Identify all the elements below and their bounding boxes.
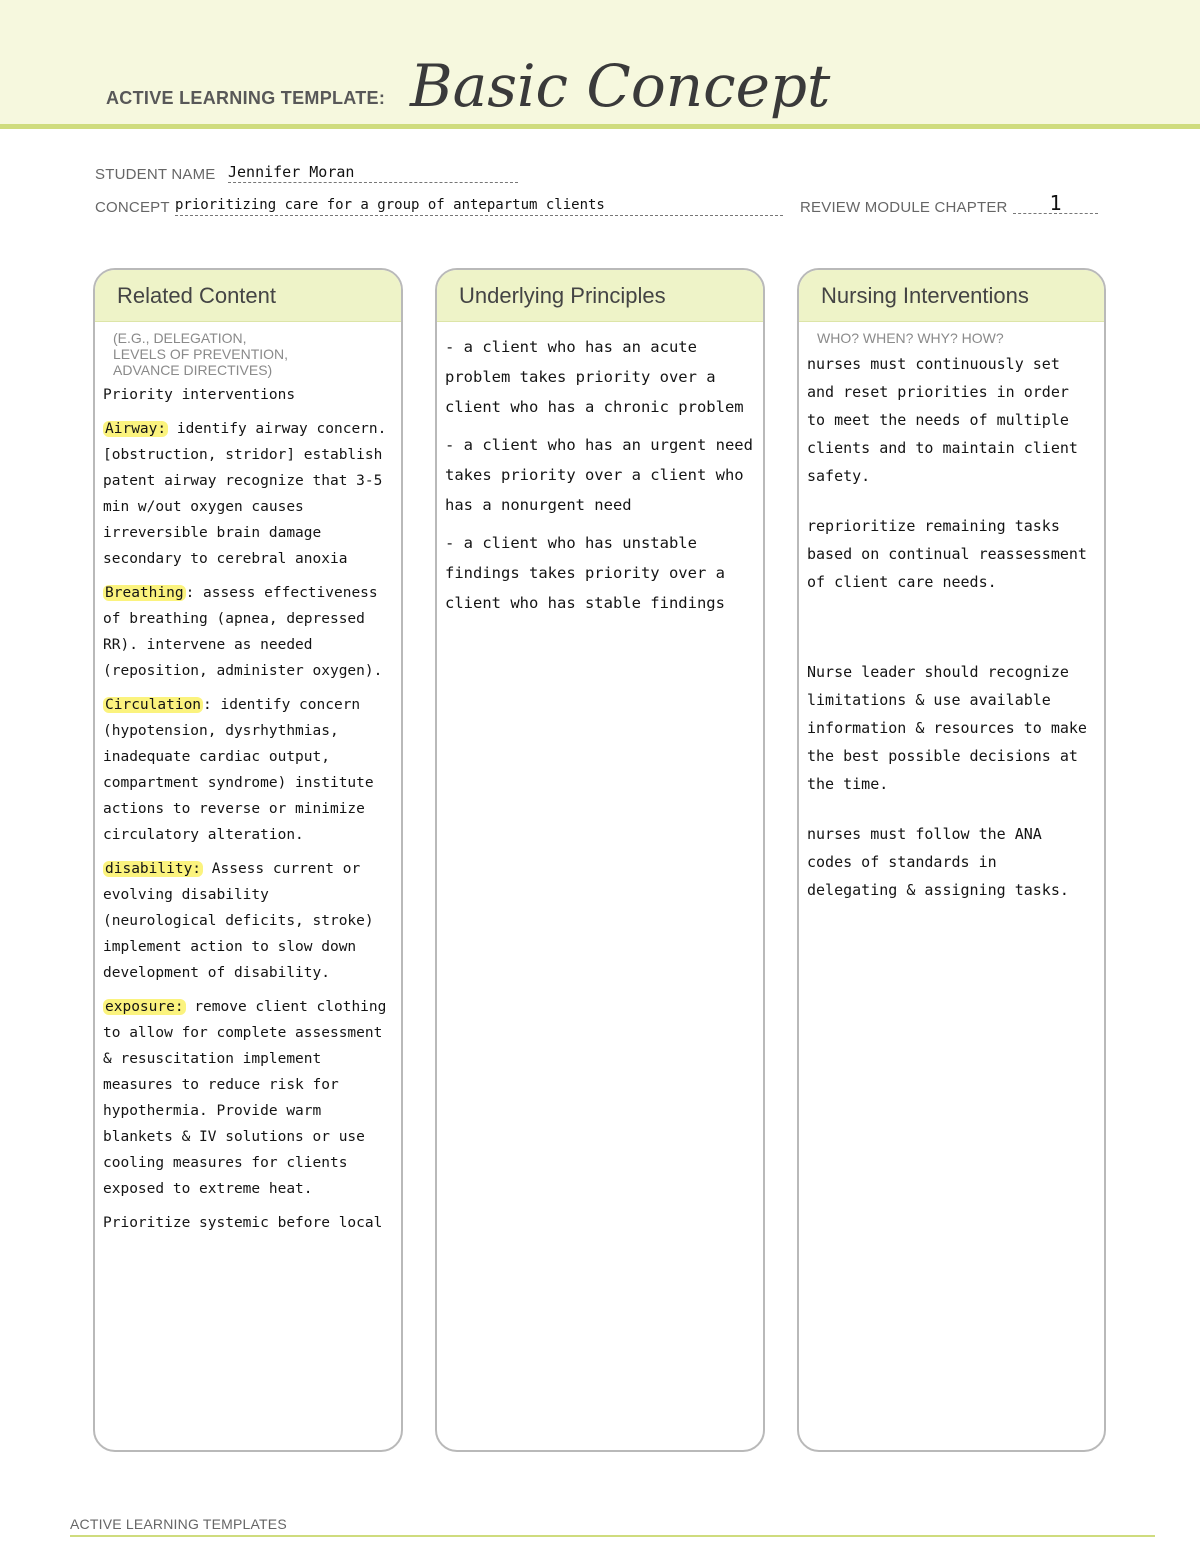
disability-text: Assess current or evolving disability (neurological deficits, stroke) implement action to slow down development of disability. — [103, 861, 374, 981]
related-content-header — [95, 270, 401, 322]
disability-highlight: disability: — [105, 861, 202, 877]
circulation-highlight: Circulation — [105, 697, 202, 713]
circulation-text: : identify concern (hypotension, dysrhythmias, inadequate cardiac output, compartment syndrome) institute actions to reverse or minimize circulatory alteration. — [103, 697, 374, 843]
exposure-note — [103, 994, 391, 1202]
concept-field[interactable]: prioritizing care for a group of antepartum clients — [175, 195, 783, 216]
intervention-item: reprioritize remaining tasks based on continual reassessment of client care needs. — [807, 517, 1087, 591]
principle-item: - a client who has unstable findings takes priority over a client who has stable findings — [445, 534, 725, 612]
concept-label: CONCEPT — [95, 199, 170, 216]
principle-item: - a client who has an acute problem takes priority over a client who has a chronic problem — [445, 338, 744, 416]
footer-label: ACTIVE LEARNING TEMPLATES — [70, 1516, 287, 1532]
footer-divider — [70, 1535, 1155, 1537]
nursing-interventions-notes — [799, 346, 1104, 904]
related-content-title: Related Content — [117, 282, 276, 308]
circulation-note — [103, 692, 391, 848]
principle-item: - a client who has an urgent need takes priority over a client who has a nonurgent need — [445, 436, 753, 514]
nursing-interventions-subtitle: WHO? WHEN? WHY? HOW? — [817, 330, 1004, 346]
nursing-interventions-header — [799, 270, 1104, 322]
intervention-item: nurses must follow the ANA codes of standards in delegating & assigning tasks. — [807, 825, 1069, 899]
student-name-field[interactable]: Jennifer Moran — [228, 162, 518, 183]
related-content-panel — [93, 268, 403, 1452]
nursing-interventions-panel — [797, 268, 1106, 1452]
related-content-subtitle: (E.G., DELEGATION, LEVELS OF PREVENTION, ADVANCE DIRECTIVES) — [113, 330, 289, 378]
airway-note — [103, 416, 391, 572]
underlying-principles-notes — [437, 322, 763, 618]
template-label: ACTIVE LEARNING TEMPLATE: — [106, 88, 386, 108]
underlying-principles-header — [437, 270, 763, 322]
related-content-notes — [95, 378, 401, 1236]
prioritize-systemic-text: Prioritize systemic before local — [103, 1215, 383, 1231]
exposure-highlight: exposure: — [105, 999, 184, 1015]
intervention-item: Nurse leader should recognize limitations & use available information & resources to make the best possible decisions at the time. — [807, 663, 1087, 793]
template-title: Basic Concept — [410, 52, 831, 120]
header-divider — [0, 124, 1200, 129]
student-name-label: STUDENT NAME — [95, 166, 216, 183]
priority-interventions-text: Priority interventions — [103, 387, 296, 403]
airway-text: identify airway concern. [obstruction, stridor] establish patent airway recognize that 3-5 min w/out oxygen causes irreversible brain damage secondary to cerebral anoxia — [103, 421, 387, 567]
underlying-principles-panel — [435, 268, 765, 1452]
breathing-highlight: Breathing — [105, 585, 184, 601]
underlying-principles-title: Underlying Principles — [459, 282, 666, 308]
review-module-field[interactable]: 1 — [1013, 193, 1098, 214]
breathing-text: : assess effectiveness of breathing (apnea, depressed RR). intervene as needed (reposition, administer oxygen). — [103, 585, 383, 679]
intervention-item: nurses must continuously set and reset priorities in order to meet the needs of multiple clients and to maintain client safety. — [807, 355, 1078, 485]
airway-highlight: Airway: — [105, 421, 167, 437]
disability-note — [103, 856, 391, 986]
breathing-note — [103, 580, 391, 684]
review-module-label: REVIEW MODULE CHAPTER — [800, 199, 1008, 216]
nursing-interventions-title: Nursing Interventions — [821, 282, 1029, 308]
exposure-text: remove client clothing to allow for complete assessment & resuscitation implement measures to reduce risk for hypothermia. Provide warm blankets & IV solutions or use cooling measures for clients exposed to extreme heat. — [103, 999, 387, 1197]
